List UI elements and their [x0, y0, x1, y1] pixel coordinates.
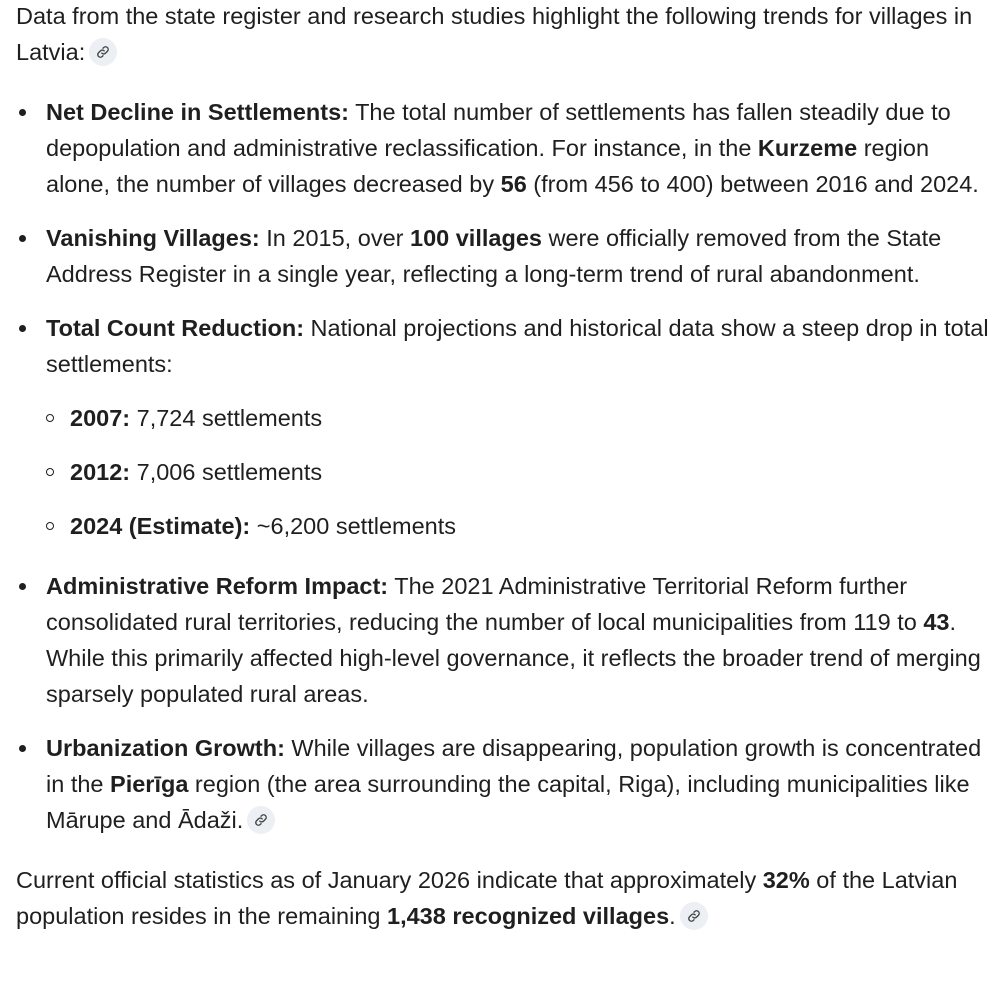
closing-text: Current official statistics as of January 2026 indicate that approximately	[16, 867, 763, 893]
bullet-text: (from 456 to 400) between 2016 and 2024.	[526, 171, 979, 197]
bullet-text: region (the area surrounding the capital, Riga), including municipalities like Mārupe and Ādaži.	[46, 771, 970, 833]
sub-list-item	[46, 400, 996, 436]
sub-list-item	[46, 508, 996, 544]
bullet-text: National projections and historical data show a steep drop in total settlements:	[46, 315, 989, 377]
intro-text: Data from the state register and research studies highlight the following trends for villages in Latvia:	[16, 3, 973, 65]
list-item	[16, 94, 996, 202]
bullet-emphasis: 43	[923, 609, 950, 635]
list-item	[16, 730, 996, 838]
count-value: 7,724 settlements	[130, 405, 323, 431]
bullet-emphasis: 56	[500, 171, 527, 197]
trends-list	[16, 94, 996, 838]
closing-paragraph	[16, 862, 996, 934]
bullet-emphasis: Pierīga	[110, 771, 189, 797]
bullet-title: Total Count Reduction:	[46, 315, 305, 341]
year-label: 2007:	[70, 405, 131, 431]
year-label: 2012:	[70, 459, 131, 485]
bullet-title: Vanishing Villages:	[46, 225, 260, 251]
source-link-button[interactable]	[89, 38, 117, 66]
link-icon	[254, 813, 268, 827]
link-icon	[687, 909, 701, 923]
intro-paragraph	[16, 0, 996, 70]
sub-list-item	[46, 454, 996, 490]
bullet-text: . While this primarily affected high-level governance, it reflects the broader trend of merging sparsely populated rural areas.	[46, 609, 981, 707]
closing-text: of the Latvian population resides in the remaining	[16, 867, 958, 929]
bullet-text: were officially removed from the State Address Register in a single year, reflecting a long-term trend of rural abandonment.	[46, 225, 942, 287]
bullet-title: Net Decline in Settlements:	[46, 99, 349, 125]
settlement-count-list	[46, 400, 996, 544]
closing-text: .	[669, 903, 676, 929]
bullet-emphasis: Kurzeme	[757, 135, 858, 161]
closing-emphasis: 32%	[762, 867, 810, 893]
source-link-button[interactable]	[680, 902, 708, 930]
bullet-title: Urbanization Growth:	[46, 735, 285, 761]
count-value: 7,006 settlements	[130, 459, 323, 485]
list-item	[16, 220, 996, 292]
bullet-text: In 2015, over	[259, 225, 410, 251]
source-link-button[interactable]	[247, 806, 275, 834]
closing-emphasis: 1,438 recognized villages	[387, 903, 670, 929]
bullet-text: The 2021 Administrative Territorial Reform further consolidated rural territories, reducing the number of local municipalities from 119 to	[46, 573, 924, 635]
bullet-text: While villages are disappearing, population growth is concentrated in the	[46, 735, 982, 797]
bullet-emphasis: 100 villages	[410, 225, 542, 251]
bullet-text: region alone, the number of villages decreased by	[46, 135, 930, 197]
bullet-title: Administrative Reform Impact:	[46, 573, 389, 599]
year-label: 2024 (Estimate):	[70, 513, 251, 539]
list-item	[16, 568, 996, 712]
bullet-text: The total number of settlements has fallen steadily due to depopulation and administrative reclassification. For instance, in the	[46, 99, 951, 161]
count-value: ~6,200 settlements	[250, 513, 457, 539]
list-item	[16, 310, 996, 544]
link-icon	[96, 45, 110, 59]
